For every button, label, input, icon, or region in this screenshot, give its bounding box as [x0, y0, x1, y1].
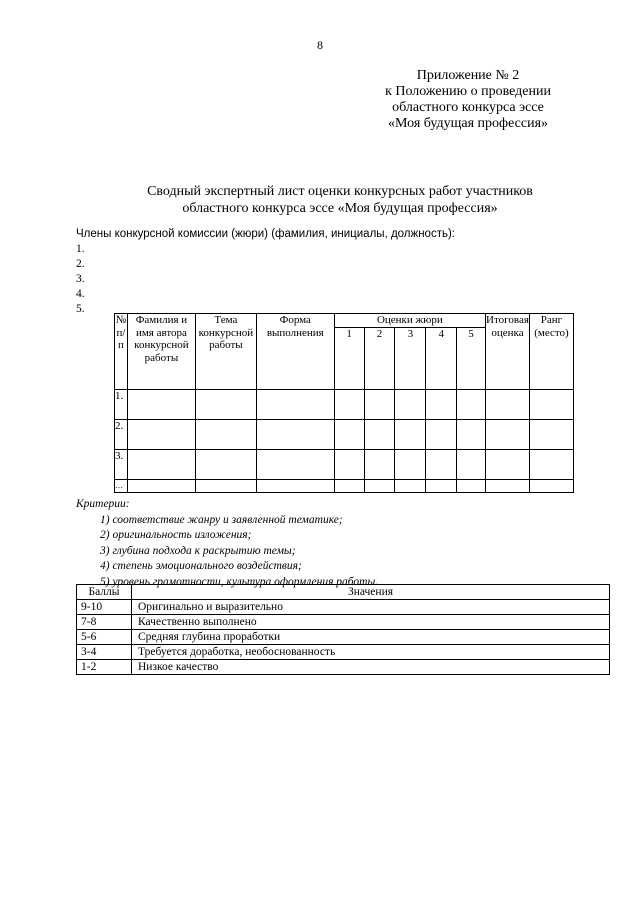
- score-meaning: Требуется доработка, необоснованность: [132, 645, 610, 660]
- score-table: [76, 584, 610, 675]
- table-row: [115, 419, 574, 449]
- header-jury-scores: Оценки жюри: [334, 314, 485, 328]
- table-row: [77, 615, 610, 630]
- title-line: областного конкурса эссе «Моя будущая профессия»: [182, 201, 498, 216]
- jury-member-item: 5.: [76, 303, 85, 315]
- score-meaning: Оригинально и выразительно: [132, 600, 610, 615]
- row-number: 2.: [115, 419, 128, 449]
- table-row: [115, 449, 574, 479]
- document-title: [60, 183, 620, 217]
- header-author-name: Фамилия и имя автора конкурсной работы: [127, 314, 195, 390]
- appendix-line: к Положению о проведении: [385, 84, 551, 99]
- evaluation-table: [114, 313, 574, 493]
- title-line: Сводный экспертный лист оценки конкурсных работ участников: [147, 184, 533, 199]
- header-jury-col: 1: [334, 327, 364, 389]
- jury-members-label: Члены конкурсной комиссии (жюри) (фамилия, инициалы, должность):: [76, 228, 455, 240]
- header-meaning: Значения: [132, 585, 610, 600]
- table-row: [77, 660, 610, 675]
- jury-member-item: 4.: [76, 288, 85, 300]
- score-points: 1-2: [77, 660, 132, 675]
- table-row: [115, 389, 574, 419]
- header-jury-col: 4: [426, 327, 457, 389]
- row-number: 3.: [115, 449, 128, 479]
- criteria-item: 3) глубина подхода к раскрытию темы;: [100, 544, 296, 557]
- header-points: Баллы: [77, 585, 132, 600]
- table-row: [77, 630, 610, 645]
- table-row: [77, 645, 610, 660]
- header-number: № п/п: [115, 314, 128, 390]
- jury-member-item: 2.: [76, 258, 85, 270]
- score-meaning: Качественно выполнено: [132, 615, 610, 630]
- criteria-item: 4) степень эмоционального воздействия;: [100, 560, 302, 572]
- row-number: …: [115, 479, 128, 492]
- score-meaning: Низкое качество: [132, 660, 610, 675]
- criteria-item: 5) уровень грамотности, культура оформления работы.: [100, 575, 379, 588]
- appendix-line: областного конкурса эссе: [392, 100, 544, 115]
- criteria-label: Критерии:: [76, 498, 130, 510]
- page-number: 8: [317, 38, 323, 52]
- score-points: 9-10: [77, 600, 132, 615]
- header-jury-col: 5: [457, 327, 486, 389]
- header-total: Итоговая оценка: [485, 314, 529, 390]
- header-topic: Тема конкурсной работы: [195, 314, 256, 390]
- score-points: 7-8: [77, 615, 132, 630]
- header-rank: Ранг (место): [529, 314, 573, 390]
- appendix-line: Приложение № 2: [416, 68, 520, 83]
- jury-member-item: 3.: [76, 273, 85, 285]
- criteria-item: 1) соответствие жанру и заявленной тематике;: [100, 513, 343, 526]
- table-row: [77, 600, 610, 615]
- score-points: 3-4: [77, 645, 132, 660]
- table-row: [115, 479, 574, 492]
- header-jury-col: 2: [364, 327, 395, 389]
- row-number: 1.: [115, 389, 128, 419]
- header-form: Форма выполнения: [256, 314, 334, 390]
- score-meaning: Средняя глубина проработки: [132, 630, 610, 645]
- criteria-list: [76, 497, 378, 590]
- criteria-item: 2) оригинальность изложения;: [100, 529, 252, 541]
- score-points: 5-6: [77, 630, 132, 645]
- appendix-header: [348, 68, 588, 132]
- jury-members: [76, 227, 455, 317]
- header-jury-col: 3: [395, 327, 426, 389]
- appendix-line: «Моя будущая профессия»: [387, 116, 549, 131]
- jury-member-item: 1.: [76, 243, 85, 255]
